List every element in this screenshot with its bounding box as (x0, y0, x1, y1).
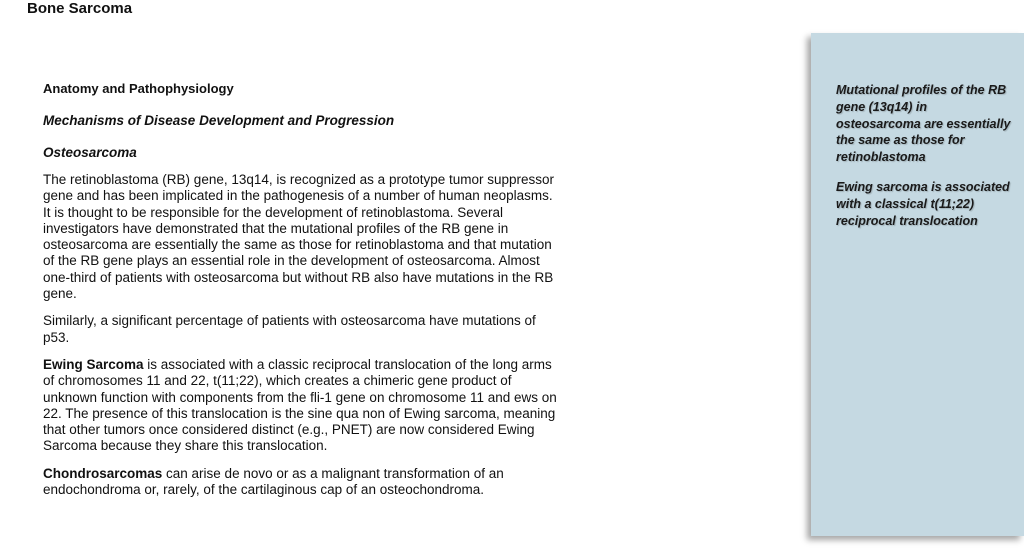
main-content (43, 80, 563, 509)
subsection-heading-osteosarcoma: Osteosarcoma (43, 145, 137, 160)
subsection-heading-mechanisms: Mechanisms of Disease Development and Progression (43, 113, 395, 128)
ewing-sarcoma-term: Ewing Sarcoma (43, 356, 144, 372)
paragraph-rb-gene: The retinoblastoma (RB) gene, 13q14, is recognized as a prototype tumor suppressor gene and has been implicated in the pathogenesis of a number of human neoplasms. It is thought to be responsible for the development of retinoblastoma. Several investigators have demonstrated that the mutational profiles of the RB gene in osteosarcoma are essentially the same as those for retinoblastoma and that mutation of the RB gene plays an essential role in the development of osteosarcoma. Almost one-third of patients with osteosarcoma but without RB also have mutations in the RB gene. (43, 172, 555, 302)
page-title: Bone Sarcoma (27, 0, 133, 17)
sidebar-note-rb-gene: Mutational profiles of the RB gene (13q14) in osteosarcoma are essentially the same as those for retinoblastoma (836, 83, 1011, 165)
chondrosarcomas-term: Chondrosarcomas (43, 465, 163, 481)
sidebar-key-points (811, 33, 1024, 536)
paragraph-chondrosarcomas (43, 466, 563, 499)
ewing-sarcoma-text: is associated with a classic reciprocal translocation of the long arms of chromosomes 11 and 22, t(11;22), which creates a chimeric gene product of unknown function with components from the fli-1 gene on chromosome 11 and ews on 22. The presence of this translocation is the sine qua non of Ewing sarcoma, meaning that other tumors once considered distinct (e.g., PNET) are now considered Ewing Sarcoma because they share this translocation. (43, 356, 557, 454)
paragraph-p53: Similarly, a significant percentage of patients with osteosarcoma have mutations of p53. (43, 313, 536, 345)
section-heading-anatomy: Anatomy and Pathophysiology (43, 81, 234, 96)
paragraph-ewing-sarcoma (43, 357, 563, 455)
sidebar-note-ewing-sarcoma: Ewing sarcoma is associated with a classical t(11;22) reciprocal translocation (836, 180, 1010, 228)
chondrosarcomas-text: can arise de novo or as a malignant transformation of an endochondroma or, rarely, of the cartilaginous cap of an osteochondroma. (43, 465, 504, 498)
